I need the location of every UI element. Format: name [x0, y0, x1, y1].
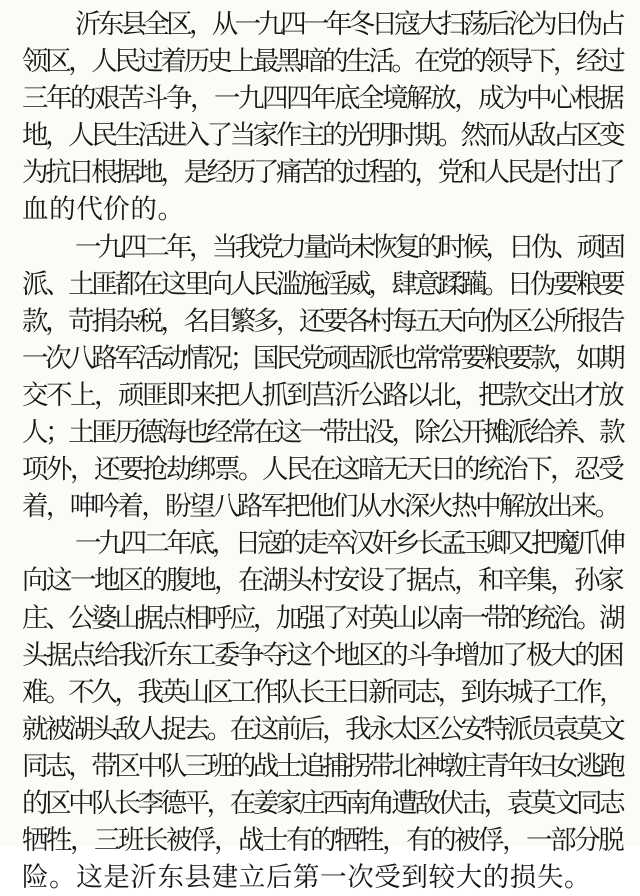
text-line: 领区，人民过着历史上最黑暗的生活。在党的领导下，经过 — [22, 46, 622, 78]
text-line: 地，人民生活进入了当家作主的光明时期。然而从敌占区变 — [22, 120, 622, 152]
text-line: 人；土匪历德海也经常在这一带出没，除公开摊派给养、款 — [22, 417, 622, 449]
paragraph-1 — [22, 6, 622, 229]
text-line: 三年的艰苦斗争，一九四四年底全境解放，成为中心根据 — [22, 83, 622, 115]
text-line: 项外，还要抢劫绑票。人民在这暗无天日的统治下，忍受 — [22, 454, 622, 486]
text-line: 的区中队长李德平，在姜家庄西南角遭敌伏击，袁莫文同志 — [22, 787, 622, 819]
text-line: 为抗日根据地，是经历了痛苦的过程的，党和人民是付出了 — [22, 157, 622, 189]
text-line: 一九四二年，当我党力量尚未恢复的时候，日伪、顽固 — [75, 231, 622, 263]
text-line: 同志，带区中队三班的战士追捕拐带北神墩庄青年妇女逃跑 — [22, 750, 622, 782]
text-line: 交不上，顽匪即来把人抓到莒沂公路以北，把款交出才放 — [22, 379, 622, 411]
text-line: 庄、公婆山据点相呼应，加强了对英山以南一带的统治。湖 — [22, 602, 622, 634]
paragraph-2 — [22, 229, 622, 526]
text-line: 一九四二年底，日寇的走卒汉奸乡长孟玉卿又把魔爪伸 — [75, 528, 622, 560]
text-line: 血的代价的。 — [22, 194, 185, 226]
document-body — [22, 6, 622, 896]
text-line: 险。这是沂东县建立后第一次受到较大的损失。 — [22, 862, 592, 894]
text-line: 头据点给我沂东工委争夺这个地区的斗争增加了极大的困 — [22, 639, 622, 671]
paragraph-3 — [22, 525, 622, 896]
text-line: 着，呻吟着，盼望八路军把他们从水深火热中解放出来。 — [22, 491, 619, 523]
text-line: 派、土匪都在这里向人民滥施淫威，肆意蹂躏。日伪要粮要 — [22, 268, 622, 300]
text-line: 款，苛捐杂税，名目繁多，还要各村每五天向伪区公所报告 — [22, 305, 622, 337]
text-line: 牺牲，三班长被俘，战士有的牺牲，有的被俘，一部分脱 — [22, 825, 622, 857]
text-line: 难。不久，我英山区工作队长王日新同志，到东城子工作， — [22, 676, 622, 708]
text-line: 一次八路军活动情况；国民党顽固派也常常要粮要款，如期 — [22, 342, 622, 374]
text-line: 向这一地区的腹地，在湖头村安设了据点，和辛集，孙家 — [22, 565, 622, 597]
text-line: 沂东县全区，从一九四一年冬日寇大扫荡后沦为日伪占 — [75, 9, 622, 40]
text-line: 就被湖头敌人捉去。在这前后，我永太区公安特派员袁莫文 — [22, 713, 622, 745]
